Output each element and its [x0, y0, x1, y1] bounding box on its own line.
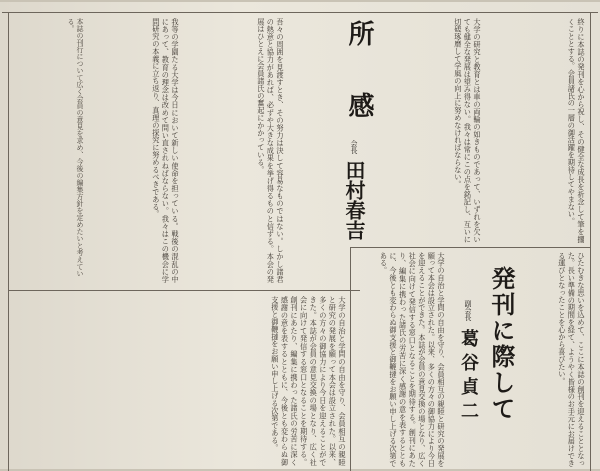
article-left-column-4: 終りに本誌の発刊を心から祝し、その健全な成長を祈念して筆を擱くこととする。会員諸氏の一層の御活躍を期待してやまない。 — [567, 18, 586, 243]
article-right-byline — [455, 300, 481, 425]
article-left-title-part1: 所 — [344, 20, 374, 46]
article-right-byline-role: 副会長 — [464, 300, 472, 321]
page-edge-top — [0, 0, 600, 2]
article-right-title: 発刊に際して — [487, 266, 516, 422]
article-left-column-3: 大学の研究と教育とは車の両輪の如きものであって、いずれを欠いても健全な発展は望み得ない。我々は常にこの点を銘記し、互いに切磋琢磨して学風の向上に努めなければならない。 — [453, 18, 482, 243]
article-left-byline — [340, 140, 369, 240]
article-right-intro: ひたむきな思いを込めて、ここに本誌の創刊を迎えることとなった。長い準備の期間を経て、ようやく皆様のお手元にお届けできる運びとなったことを心から喜びたい。 — [557, 252, 586, 467]
article-right-byline-name: 葛谷貞二 — [458, 329, 479, 425]
section-divider-right — [350, 247, 590, 248]
article-right-body: 大学の自治と学問の自由を守り、会員相互の親睦と研究の発展を願って本会は設立された。以来、多くの方々の御協力により今日を迎えることができた。本誌が会員の意見交換の場となり、広く社会に向けて発信する窓口となることを期待する。創刊にあたり、編集に携わった諸氏の労苦に深く感謝の意を表するとともに、今後とも変わらぬ御支援と御鞭撻をお願い申し上げる次第である。 — [379, 252, 446, 467]
article-lower-left-body: 大学の自治と学問の自由を守り、会員相互の親睦と研究の発展を願って本会は設立された。以来、多くの方々の御協力により今日を迎えることができた。本誌が会員の意見交換の場となり、広く社会に向けて発信する窓口となることを期待する。創刊にあたり、編集に携わった諸氏の労苦に深く感謝の意を表するとともに、今後とも変わらぬ御支援と御鞭撻をお願い申し上げる次第である。 — [270, 296, 347, 466]
article-left-column-1: 我等の学園たる大学は今日において新しい使命を担っている。戦後の混乱の中にあって、教育の理念は改めて問い直されねばならない。我々はこの機会に学問研究の本義に立ち返り、真理の探究に努めるべきである。 — [151, 18, 180, 283]
section-divider-left — [8, 290, 360, 291]
top-border-rule — [2, 12, 598, 13]
article-left-byline-role: 会長 — [350, 140, 358, 154]
article-left-title-part2: 感 — [344, 92, 374, 118]
right-margin-rule — [590, 12, 591, 471]
article-left-column-2: 吾々の周囲を見渡すとき、その努力は決して容易なものではない。しかし諸君の熱意と協力があれば、必ずや大きな成果を挙げ得るものと信ずる。本会の発展はひとえに会員諸氏の奮起にかかっている。 — [256, 18, 285, 283]
article-left-byline-name: 田村春吉 — [342, 160, 366, 240]
column-divider — [350, 247, 351, 471]
left-margin-rule — [8, 12, 9, 471]
margin-note-left: 本誌の刊行について広く会員の意見を求め、今後の編集方針を定めたいと考えている。 — [67, 18, 84, 277]
